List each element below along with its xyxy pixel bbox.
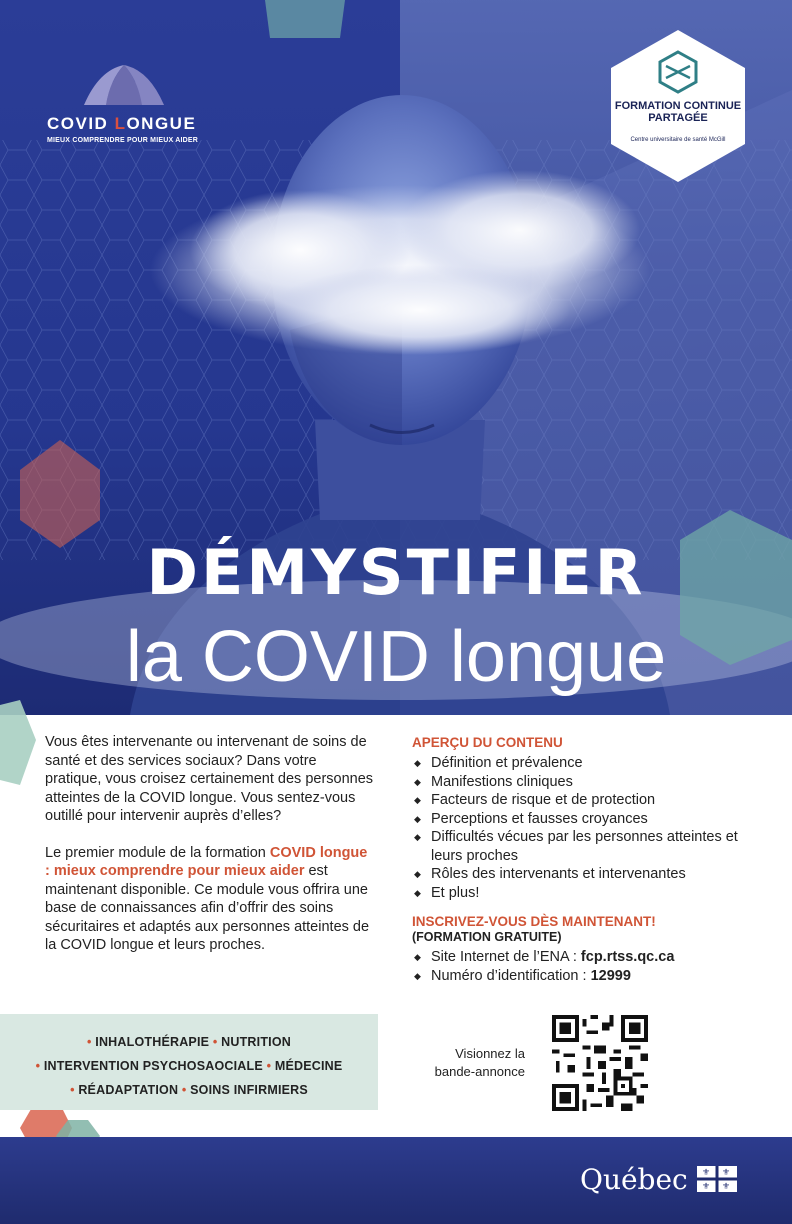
badge-title xyxy=(611,100,745,124)
badge-title-line1: FORMATION CONTINUE xyxy=(614,100,742,112)
intro-text xyxy=(45,733,375,955)
badge-title-line2: PARTAGÉE xyxy=(648,112,708,124)
course-title-highlight: COVID longue : mieux comprendre pour mieux aider xyxy=(45,844,368,879)
list-item: ◆ Et plus! xyxy=(412,884,772,903)
discipline-item: NUTRITION xyxy=(221,1035,291,1049)
headline-main: DÉMYSTIFIER xyxy=(146,536,646,609)
trailer-line2: bande-annonce xyxy=(434,1064,525,1079)
intro-paragraph-2 xyxy=(45,844,375,955)
registration-block xyxy=(412,914,772,985)
register-list xyxy=(412,948,772,985)
discipline-item: MÉDECINE xyxy=(274,1059,343,1073)
covid-longue-logo xyxy=(47,114,196,134)
hexagon-decor-icon xyxy=(0,700,40,790)
svg-text:⚜: ⚜ xyxy=(722,1182,731,1192)
quebec-wordmark: Québec xyxy=(580,1163,688,1196)
list-item xyxy=(412,967,772,986)
id-value: 12999 xyxy=(590,967,631,984)
svg-text:⚜: ⚜ xyxy=(722,1168,731,1178)
overview-list xyxy=(412,754,772,902)
logo-word-covid: COVID xyxy=(47,114,115,133)
trailer-line1: Visionnez la xyxy=(455,1046,525,1061)
site-label: Site Internet de l’ENA : xyxy=(431,949,581,965)
site-link[interactable]: fcp.rtss.qc.ca xyxy=(580,949,675,965)
register-title: INSCRIVEZ-VOUS DÈS MAINTENANT! xyxy=(412,914,656,929)
svg-text:⚜: ⚜ xyxy=(702,1182,711,1192)
list-item xyxy=(412,948,772,967)
list-item: ◆ Rôles des intervenants et intervenantes xyxy=(412,865,772,884)
disciplines-line-2: • INTERVENTION PSYCHOSAOCIALE • MÉDECINE xyxy=(35,1059,343,1073)
intro-p2-start: Le premier module de la formation xyxy=(45,844,270,861)
logo-word-ongue: ONGUE xyxy=(126,114,197,133)
disciplines-line-3: • RÉADAPTATION • SOINS INFIRMIERS xyxy=(70,1083,308,1097)
discipline-item: INTERVENTION PSYCHOSAOCIALE xyxy=(43,1059,263,1073)
svg-text:⚜: ⚜ xyxy=(702,1168,711,1178)
logo-tagline: MIEUX COMPRENDRE POUR MIEUX AIDER xyxy=(47,137,199,144)
intro-p2-end: est maintenant disponible. Ce module vous offrira une base de connaissances afin d’offrir des soins sécuritaires et adaptés aux personnes atteintes de la COVID longue et leurs proches. xyxy=(45,863,370,953)
list-item: ◆ Manifestions cliniques xyxy=(412,773,772,792)
badge-subtitle: Centre universitaire de santé McGill xyxy=(630,137,726,143)
intro-paragraph-1: Vous êtes intervenante ou intervenant de soins de santé et des services sociaux? Dans votre pratique, vous croisez certainement des personnes atteintes de la COVID longue. Vous sentez-vous outillé pour intervenir auprès d’elles? xyxy=(45,734,374,824)
discipline-item: SOINS INFIRMIERS xyxy=(190,1083,308,1097)
trailer-label xyxy=(400,1045,525,1081)
list-item: ◆ Difficultés vécues par les personnes atteintes et leurs proches xyxy=(412,828,772,865)
headline-sub: la COVID longue xyxy=(125,617,667,697)
register-subtitle: (FORMATION GRATUITE) xyxy=(412,930,562,944)
list-item: ◆ Facteurs de risque et de protection xyxy=(412,791,772,810)
list-item: ◆ Perceptions et fausses croyances xyxy=(412,810,772,829)
content-overview xyxy=(412,735,772,985)
disciplines-box xyxy=(0,1014,378,1110)
overview-title: APERÇU DU CONTENU xyxy=(412,735,563,750)
qr-code-icon[interactable] xyxy=(552,1015,648,1111)
list-item: ◆ Définition et prévalence xyxy=(412,754,772,773)
disciplines-line-1: • INHALOTHÉRAPIE • NUTRITION xyxy=(87,1035,291,1049)
discipline-item: RÉADAPTATION xyxy=(78,1083,179,1097)
quebec-flag-icon xyxy=(697,1166,737,1192)
id-label: Numéro d’identification : xyxy=(431,967,591,984)
discipline-item: INHALOTHÉRAPIE xyxy=(95,1035,210,1049)
logo-letter-l: L xyxy=(114,114,127,133)
